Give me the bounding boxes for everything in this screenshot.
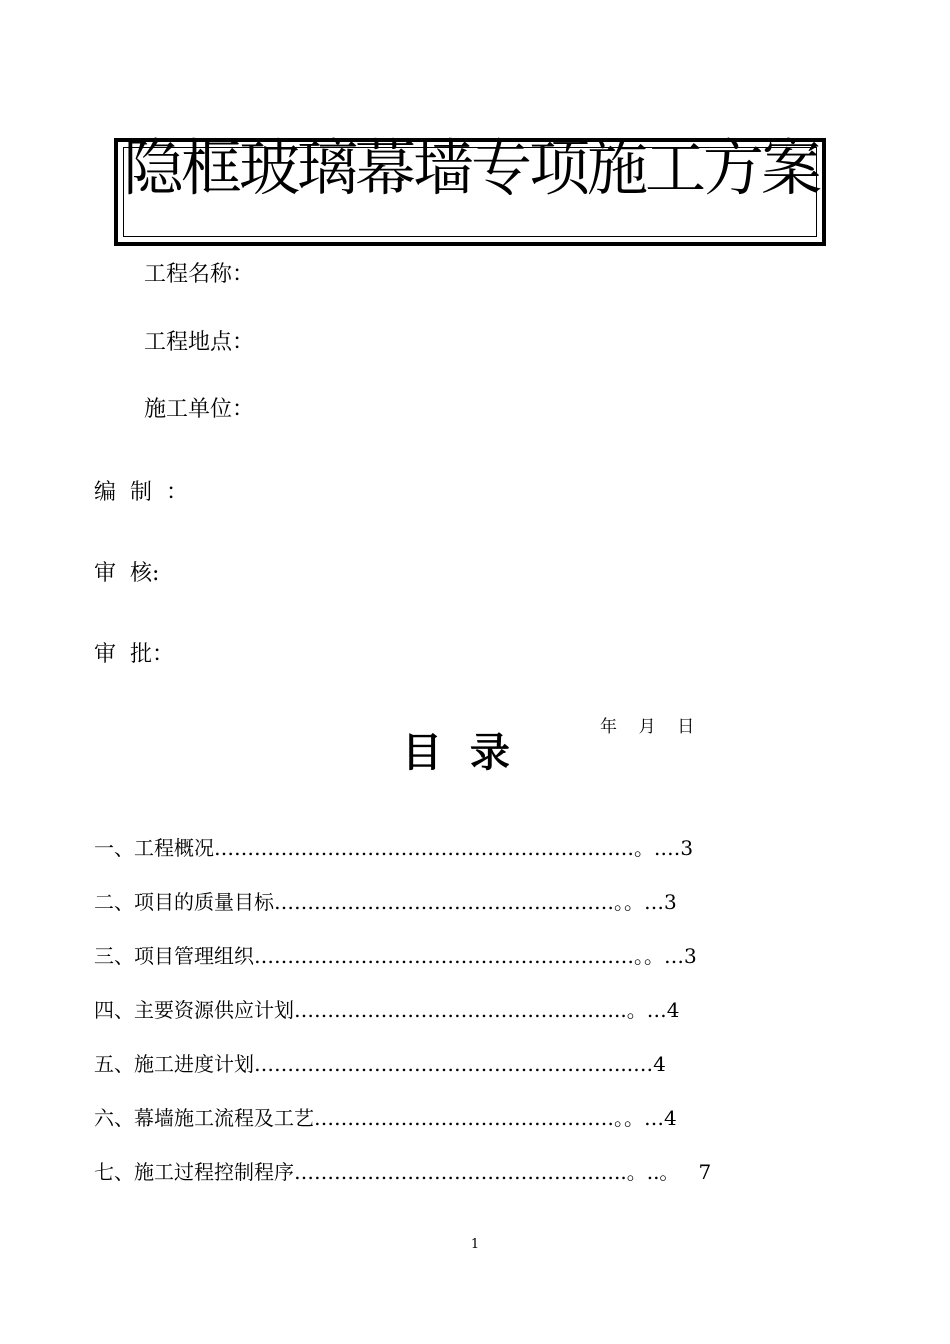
toc-item[interactable]: 六、幕墙施工流程及工艺………………………………………。。…4	[94, 1106, 677, 1130]
toc-item[interactable]: 三、项目管理组织…………………………………………………。。…3	[94, 944, 697, 968]
project-location-label: 工程地点：	[144, 330, 255, 355]
approved-by-label: 审 批：	[94, 642, 174, 667]
toc-item[interactable]: 二、项目的质量目标……………………………………………。。…3	[94, 890, 677, 914]
date-line: 年 月 日	[600, 717, 695, 737]
toc-item[interactable]: 七、施工过程控制程序…………………………………………..。..。 7	[94, 1160, 712, 1184]
document-title: 隐框玻璃幕墙专项施工方案	[122, 133, 819, 204]
construction-unit-label: 施工单位：	[144, 397, 255, 422]
project-name-label: 工程名称：	[144, 262, 255, 287]
toc-item[interactable]: 四、主要资源供应计划…………………………………………..。…4	[94, 998, 680, 1022]
compiled-by-label: 编 制 ：	[94, 480, 188, 505]
toc-item[interactable]: 五、施工进度计划………………………………………………...…4	[94, 1052, 666, 1076]
page-number: 1	[470, 1237, 480, 1252]
reviewed-by-label: 审 核:	[94, 561, 160, 586]
toc-title: 目 录	[402, 730, 510, 776]
toc-item[interactable]: 一、工程概况………………………………………………………。.…3	[94, 836, 694, 860]
